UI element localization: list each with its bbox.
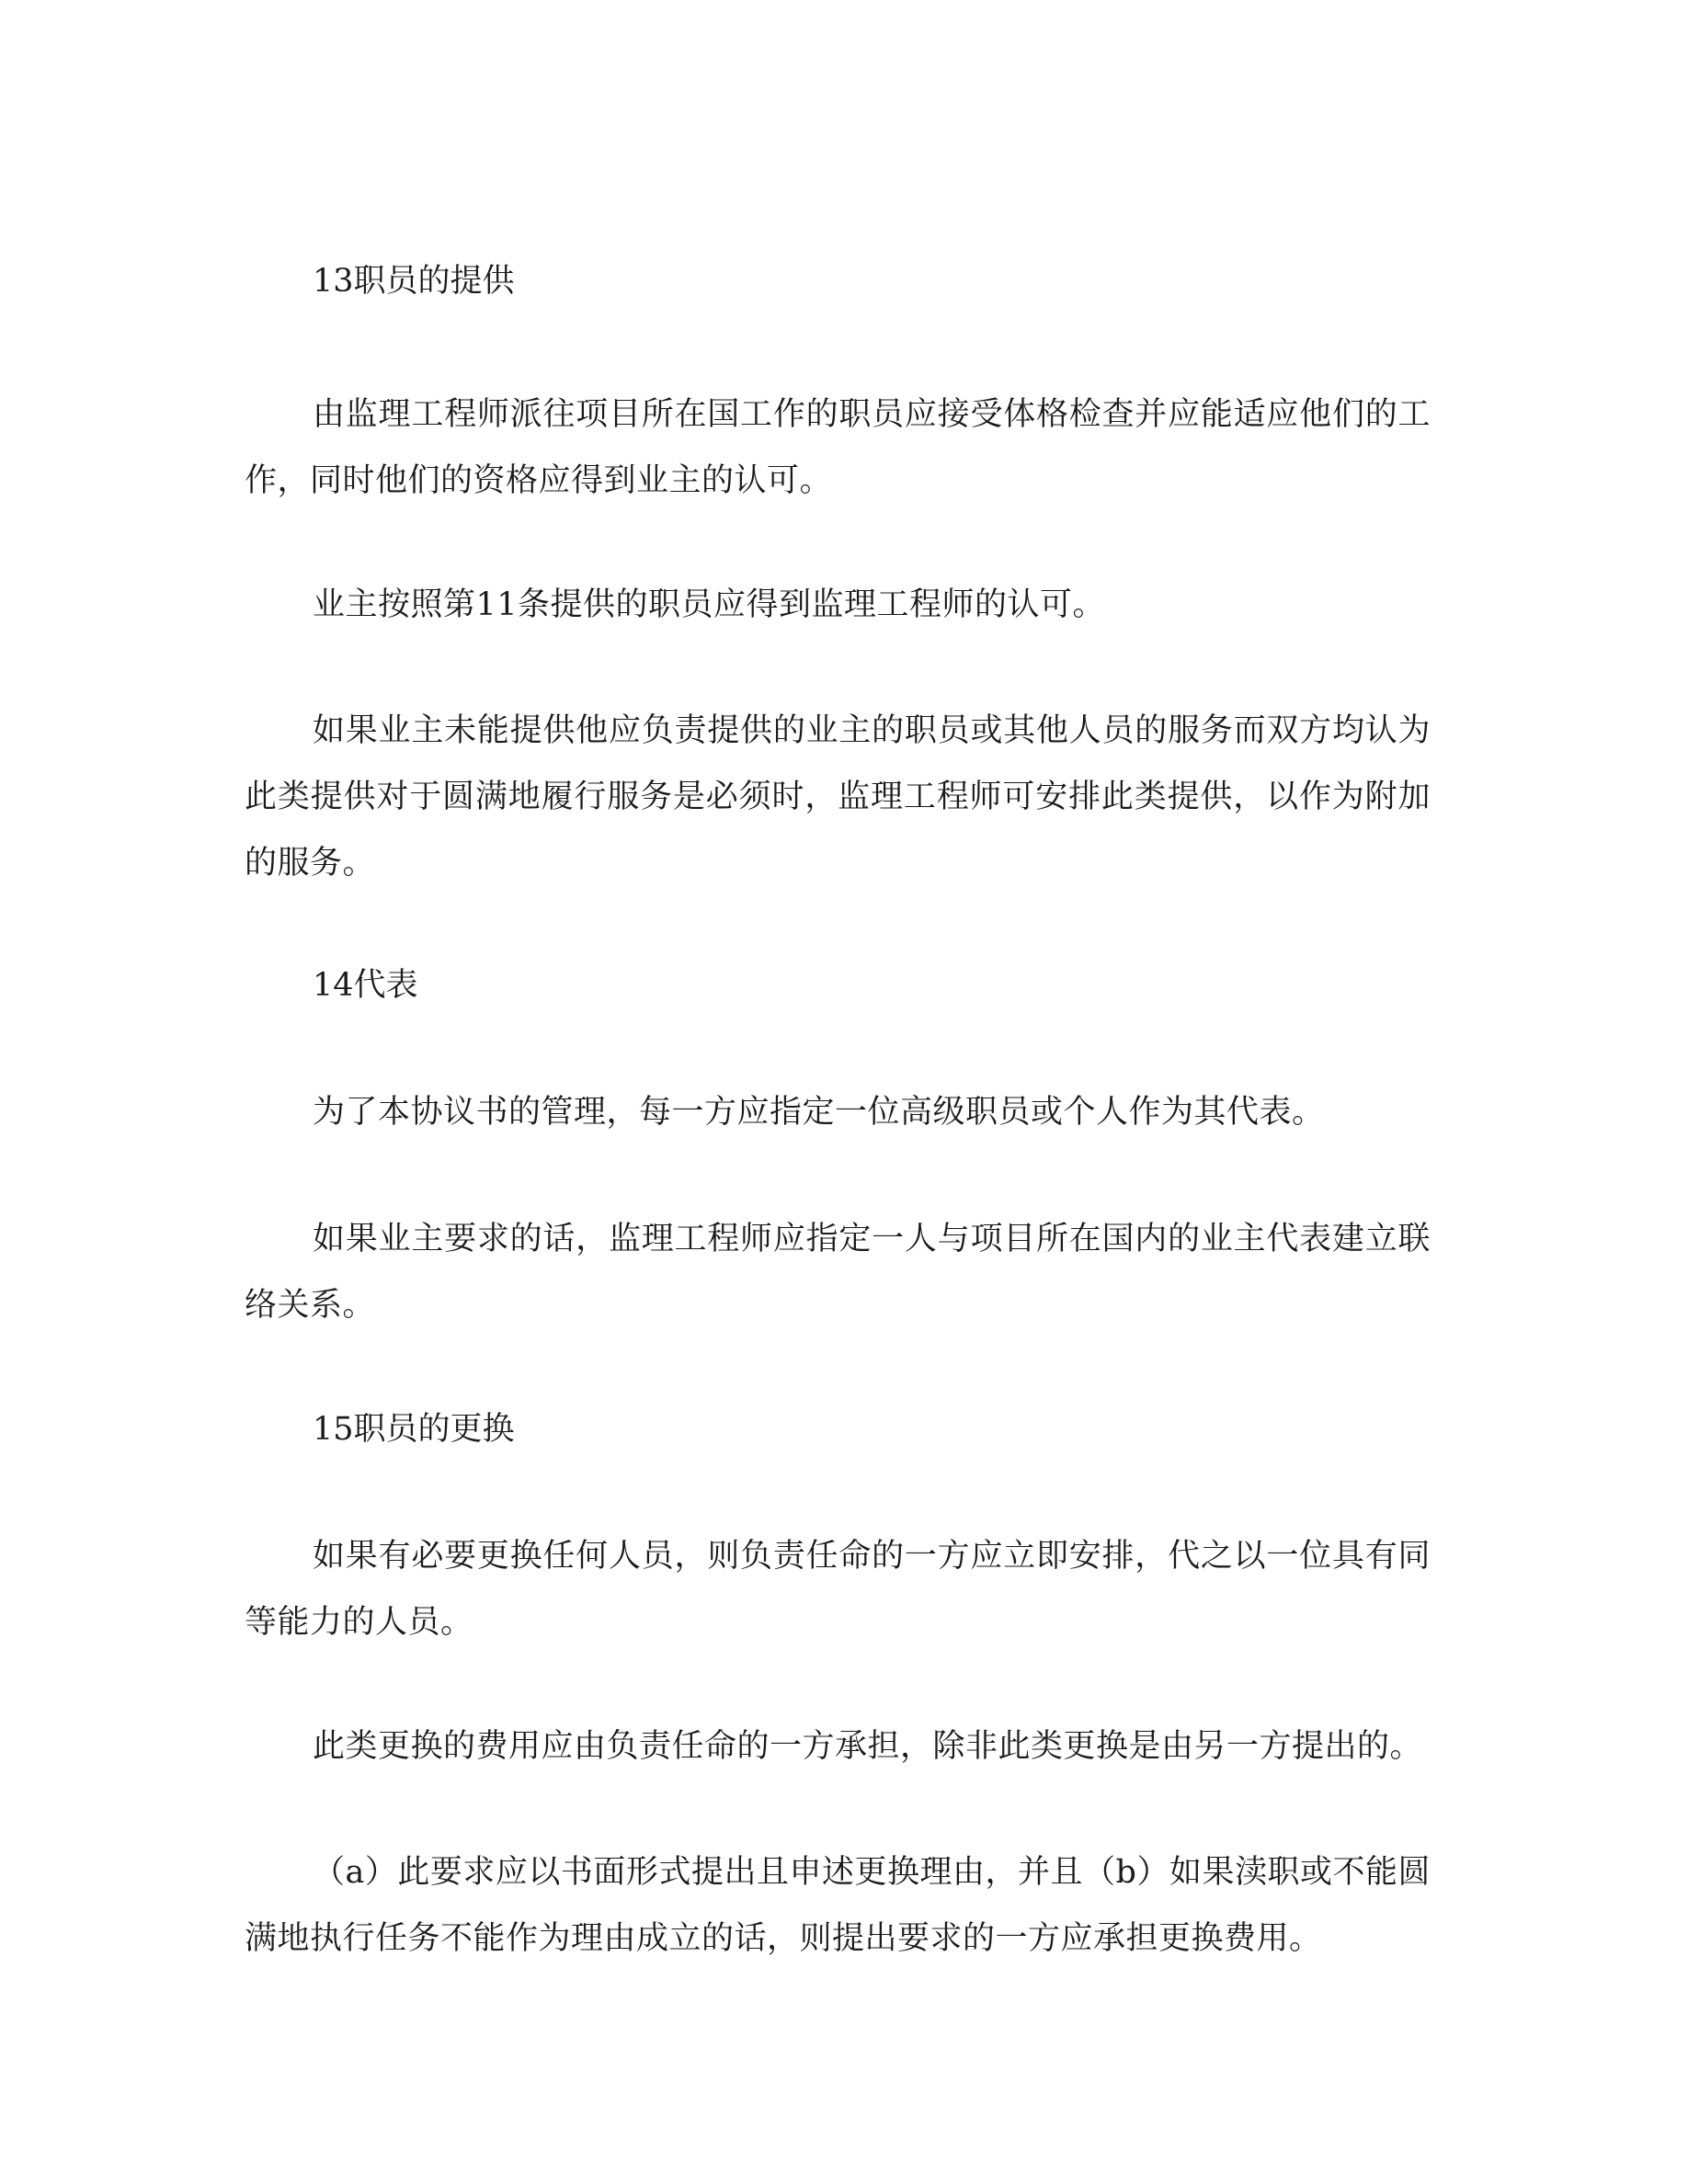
paragraph-15-1: 如果有必要更换任何人员，则负责任命的一方应立即安排，代之以一位具有同等能力的人员。 bbox=[245, 1538, 1431, 1641]
section-heading-14: 14代表 bbox=[313, 967, 418, 1004]
paragraph-15-3: （a）此要求应以书面形式提出且申述更换理由，并且（b）如果渎职或不能圆满地执行任务不能作为理由成立的话，则提出要求的一方应承担更换费用。 bbox=[245, 1854, 1431, 1957]
section-heading-15: 15职员的更换 bbox=[313, 1411, 515, 1448]
paragraph-13-2: 业主按照第11条提供的职员应得到监理工程师的认可。 bbox=[313, 586, 1106, 623]
paragraph-14-2: 如果业主要求的话，监理工程师应指定一人与项目所在国内的业主代表建立联络关系。 bbox=[245, 1221, 1431, 1324]
paragraph-13-3: 如果业主未能提供他应负责提供的业主的职员或其他人员的服务而双方均认为此类提供对于圆满地履行服务是必须时，监理工程师可安排此类提供，以作为附加的服务。 bbox=[245, 712, 1431, 882]
section-heading-13: 13职员的提供 bbox=[313, 263, 515, 300]
paragraph-13-1: 由监理工程师派往项目所在国工作的职员应接受体格检查并应能适应他们的工作，同时他们的资格应得到业主的认可。 bbox=[245, 396, 1431, 499]
paragraph-15-2: 此类更换的费用应由负责任命的一方承担，除非此类更换是由另一方提出的。 bbox=[313, 1728, 1423, 1765]
paragraph-14-1: 为了本协议书的管理，每一方应指定一位高级职员或个人作为其代表。 bbox=[313, 1094, 1325, 1131]
